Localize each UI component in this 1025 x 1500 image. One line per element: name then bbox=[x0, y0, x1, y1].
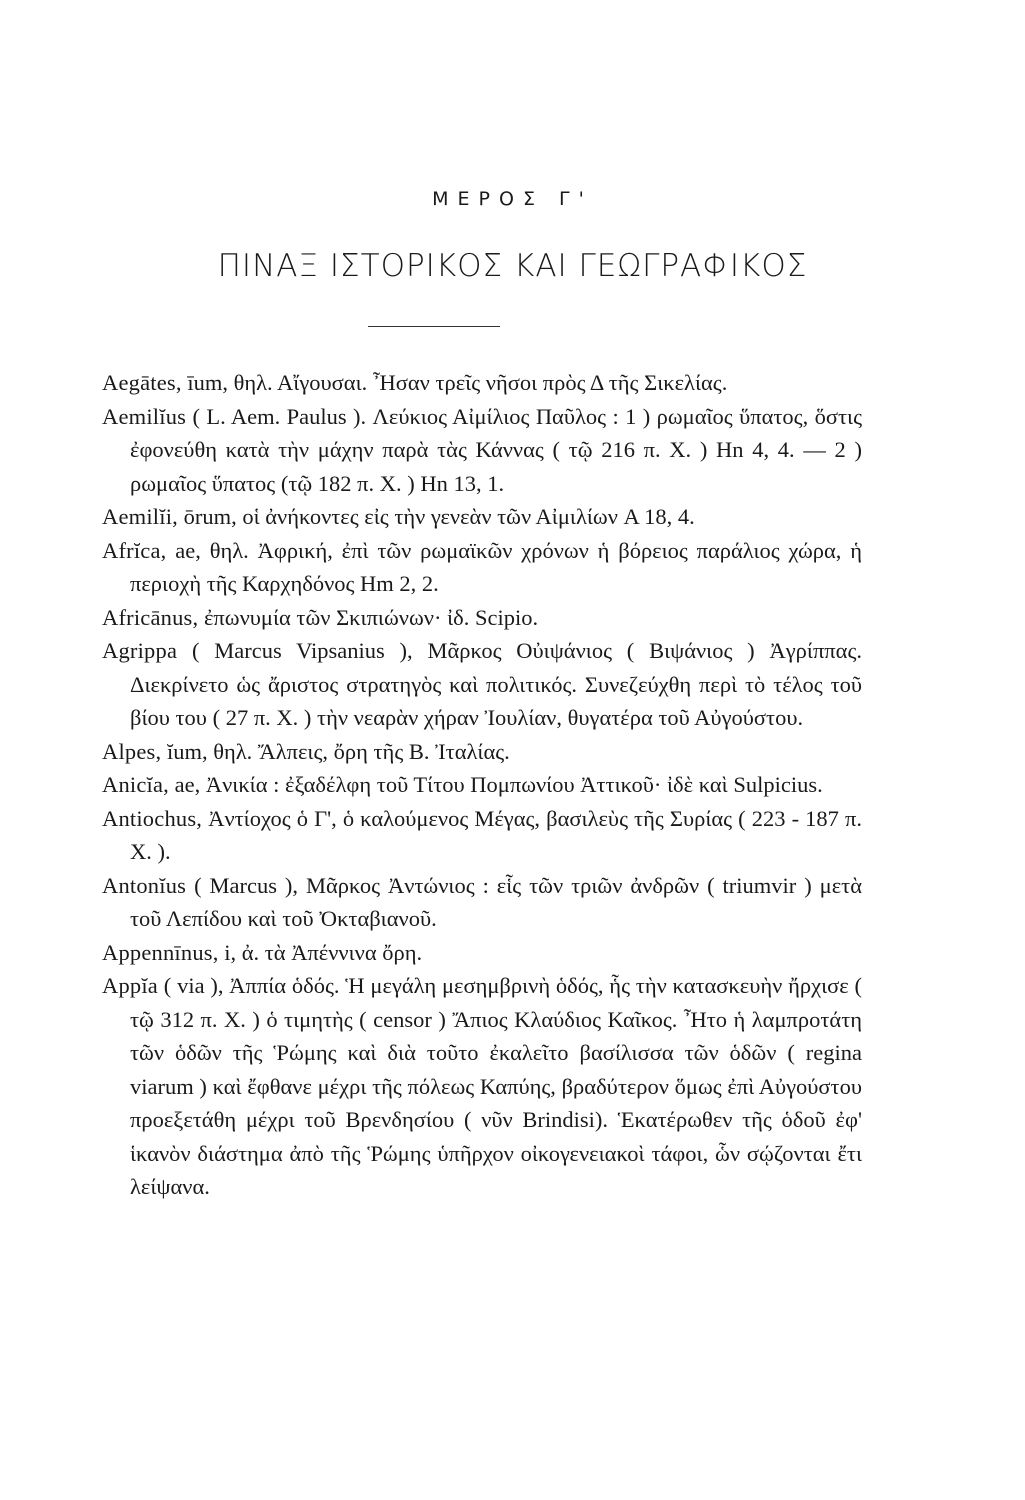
index-entry bbox=[102, 735, 862, 769]
entry-headword: Africānus, bbox=[102, 604, 199, 630]
entry-headword: Afrĭca, bbox=[102, 537, 167, 563]
entry-text: īum, θηλ. Αἴγουσαι. Ἦσαν τρεῖς νῆσοι πρὸς Δ τῆς Σικελίας. bbox=[187, 370, 728, 395]
page-title: ΠΙΝΑΞ ΙΣΤΟΡΙΚΟΣ ΚΑΙ ΓΕΩΓΡΑΦΙΚΟΣ bbox=[217, 248, 808, 284]
entry-text: ( Marcus ), Μᾶρκος Ἀντώνιος : εἷς τῶν τριῶν ἀνδρῶν ( triumvir ) μετὰ τοῦ Λεπίδου καὶ τοῦ Ὀκταβιανοῦ. bbox=[130, 872, 863, 931]
index-entry bbox=[102, 936, 862, 970]
index-entry bbox=[102, 768, 862, 802]
index-entry bbox=[102, 500, 862, 534]
index-entry bbox=[102, 634, 862, 735]
entry-headword: Agrippa bbox=[102, 638, 178, 663]
entry-headword: Anicĭa, bbox=[102, 772, 169, 797]
index-entries bbox=[102, 366, 862, 1204]
entry-text: i, ἀ. τὰ Ἀπέννινα ὄρη. bbox=[224, 939, 423, 965]
entry-headword: Aegātes, bbox=[102, 370, 182, 395]
title-divider bbox=[368, 326, 500, 327]
entry-headword: Antonĭus bbox=[102, 872, 187, 898]
entry-headword: Aemilĭi, bbox=[102, 504, 178, 529]
index-entry bbox=[102, 534, 862, 601]
entry-text: ( via ), Ἀππία ὁδός. Ἡ μεγάλη μεσημβρινὴ ὁδός, ἧς τὴν κατασκευὴν ἤρχισε ( τῷ 312 π. Χ. ) ὁ τιμητὴς ( censor ) Ἄπιος Κλαύδιος Καῖκος. Ἦτο ἡ λαμπροτάτη τῶν ὁδῶν τῆς Ῥώμης καὶ διὰ τοῦτο ἐκαλεῖτο βασίλισσα τῶν ὁδῶν ( regina viarum ) καὶ ἔφθανε μέχρι τῆς πόλεως Καπύης, βραδύτερον ὅμως ἐπὶ Αὐγούστου προεξετάθη μέχρι τοῦ Βρενδησίου ( νῦν Brindisi). Ἑκατέρωθεν τῆς ὁδοῦ ἐφ' ἱκανὸν διάστημα ἀπὸ τῆς Ῥώμης ὑπῆρχον οἰκογενειακοὶ τάφοι, ὧν σῴζονται ἔτι λείψανα. bbox=[130, 973, 862, 1199]
entry-text: ἐπωνυμία τῶν Σκιπιώνων· ἰδ. Scipio. bbox=[203, 604, 539, 630]
index-entry bbox=[102, 802, 862, 869]
index-entry bbox=[102, 969, 862, 1204]
entry-text: ( L. Aem. Paulus ). Λεύκιος Αἰμίλιος Παῦλος : 1 ) ρωμαῖος ὕπατος, ὅστις ἐφονεύθη κατὰ τὴν μάχην παρὰ τὰς Κάννας ( τῷ 216 π. Χ. ) Hn 4, 4. — 2 ) ρωμαῖος ὕπατος (τῷ 182 π. Χ. ) Hn 13, 1. bbox=[130, 403, 862, 496]
index-entry bbox=[102, 366, 862, 400]
entry-text: ( Marcus Vipsanius ), Μᾶρκος Οὐιψάνιος ( Βιψάνιος ) Ἀγρίππας. Διεκρίνετο ὡς ἄριστος στρατηγὸς καὶ πολιτικός. Συνεζεύχθη περὶ τὸ τέλος τοῦ βίου του ( 27 π. Χ. ) τὴν νεαρὰν χήραν Ἰουλίαν, θυγατέρα τοῦ Αὐγούστου. bbox=[130, 638, 862, 730]
entry-headword: Alpes, bbox=[102, 738, 162, 764]
entry-text: ae, θηλ. Ἀφρική, ἐπὶ τῶν ρωμαϊκῶν χρόνων ἡ βόρειος παράλιος χώρα, ἡ περιοχὴ τῆς Καρχηδόνος Hm 2, 2. bbox=[130, 537, 862, 596]
entry-headword: Antiochus, bbox=[102, 805, 203, 831]
entry-headword: Aemilĭus bbox=[102, 403, 187, 429]
entry-headword: Appĭa bbox=[102, 973, 158, 998]
entry-text: ĭum, θηλ. Ἄλπεις, ὄρη τῆς Β. Ἰταλίας. bbox=[166, 738, 510, 764]
index-entry bbox=[102, 400, 862, 501]
entry-text: ae, Ἀνικία : ἐξαδέλφη τοῦ Τίτου Πομπωνίου Ἀττικοῦ· ἰδὲ καὶ Sulpicius. bbox=[174, 772, 823, 797]
entry-headword: Appennīnus, bbox=[102, 939, 219, 965]
entry-text: ōrum, οἱ ἀνήκοντες εἰς τὴν γενεὰν τῶν Αἰμιλίων A 18, 4. bbox=[183, 504, 695, 529]
index-entry bbox=[102, 869, 862, 936]
part-label: ΜΕΡΟΣ Γ' bbox=[432, 188, 593, 210]
index-entry bbox=[102, 601, 862, 635]
entry-text: Ἀντίοχος ὁ Γ', ὁ καλούμενος Μέγας, βασιλεὺς τῆς Συρίας ( 223 - 187 π. Χ. ). bbox=[130, 805, 862, 864]
